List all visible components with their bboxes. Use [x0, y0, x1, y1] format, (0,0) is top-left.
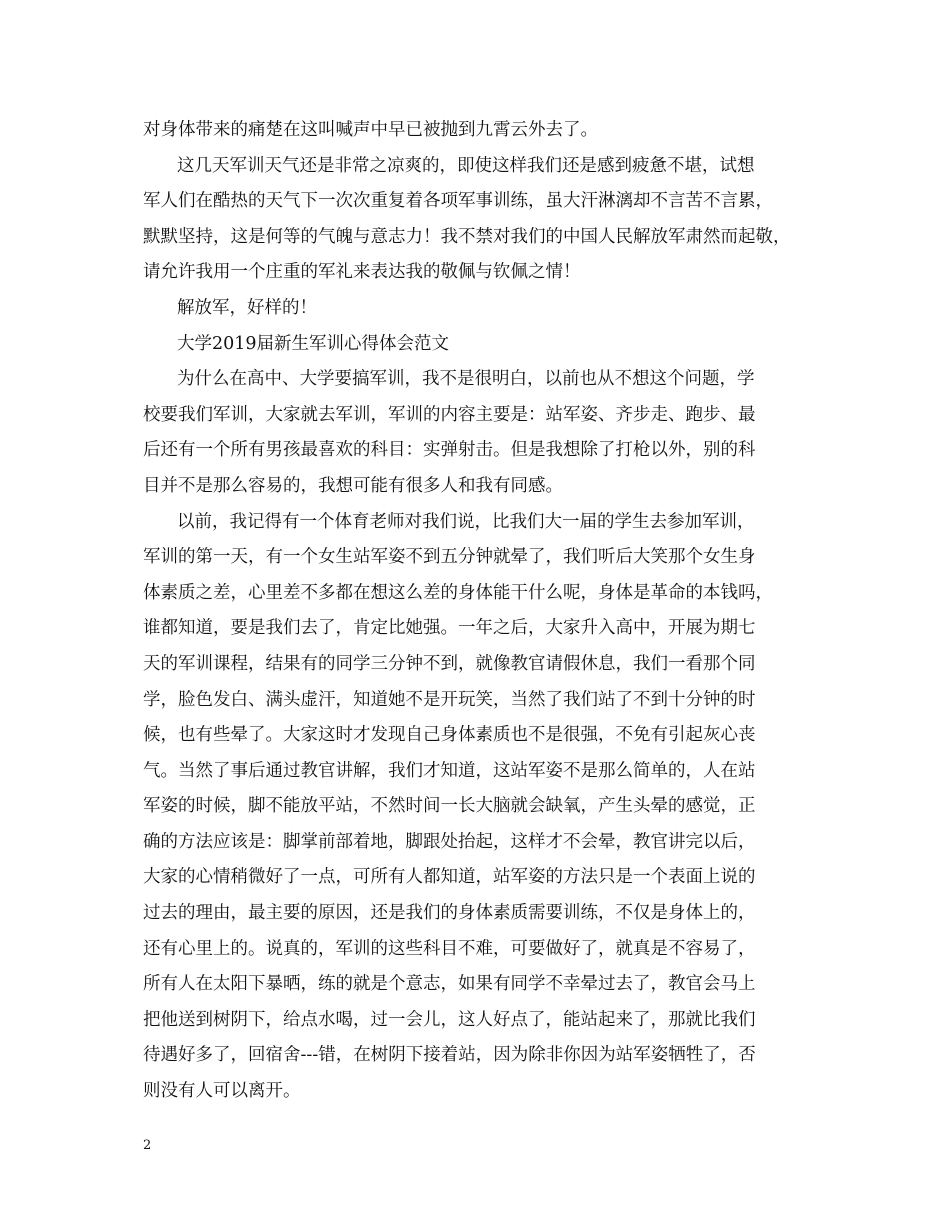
text-line: 谁都知道，要是我们去了，肯定比她强。一年之后，大家升入高中，开展为期七	[143, 618, 756, 639]
text-line: 对身体带来的痛楚在这叫喊声中早已被抛到九霄云外去了。	[143, 120, 598, 140]
text-line: 过去的理由，最主要的原因，还是我们的身体素质需要训练，不仅是身体上的，	[143, 903, 756, 924]
text-line: 所有人在太阳下暴晒，练的就是个意志，如果有同学不幸晕过去了，教官会马上	[143, 974, 756, 995]
text-line: 解放军，好样的！	[177, 297, 317, 318]
text-line: 把他送到树阴下，给点水喝，过一会儿，这人好点了，能站起来了，那就比我们	[143, 1009, 756, 1030]
paragraph	[143, 291, 811, 327]
text-line: 待遇好多了，回宿舍---错，在树阴下接着站，因为除非你因为站军姿牺牲了，否	[143, 1045, 756, 1066]
text-line: 军训的第一天，有一个女生站军姿不到五分钟就晕了，我们听后大笑那个女生身	[143, 547, 756, 568]
text-line: 大家的心情稍微好了一点，可所有人都知道，站军姿的方法只是一个表面上说的	[143, 867, 756, 888]
text-line: 气。当然了事后通过教官讲解，我们才知道，这站军姿不是那么简单的，人在站	[143, 760, 756, 781]
text-line: 后还有一个所有男孩最喜欢的科目：实弹射击。但是我想除了打枪以外，别的科	[143, 440, 756, 461]
text-line: 为什么在高中、大学要搞军训，我不是很明白，以前也从不想这个问题，学	[177, 369, 755, 390]
page-number: 2	[143, 1138, 152, 1153]
paragraph	[143, 113, 811, 149]
text-line: 还有心里上的。说真的，军训的这些科目不难，可要做好了，就真是不容易了，	[143, 938, 756, 959]
text-line: 体素质之差，心里差不多都在想这么差的身体能干什么呢，身体是革命的本钱吗，	[143, 582, 773, 603]
text-line: 学，脸色发白、满头虚汗，知道她不是开玩笑，当然了我们站了不到十分钟的时	[143, 689, 756, 710]
paragraph	[143, 505, 811, 1110]
text-line: 目并不是那么容易的，我想可能有很多人和我有同感。	[143, 475, 563, 496]
text-line: 大学2019届新生军训心得体会范文	[177, 333, 450, 354]
paragraph	[143, 327, 811, 363]
body-text	[143, 113, 811, 1110]
paragraph	[143, 362, 811, 504]
text-line: 校要我们军训，大家就去军训，军训的内容主要是：站军姿、齐步走、跑步、最	[143, 404, 756, 425]
text-line: 默默坚持，这是何等的气魄与意志力！我不禁对我们的中国人民解放军肃然而起敬，	[143, 226, 791, 247]
text-line: 这几天军训天气还是非常之凉爽的，即使这样我们还是感到疲惫不堪，试想	[177, 155, 755, 176]
text-line: 确的方法应该是：脚掌前部着地，脚跟处抬起，这样才不会晕，教官讲完以后，	[143, 831, 756, 852]
text-line: 军姿的时候，脚不能放平站，不然时间一长大脑就会缺氧，产生头晕的感觉，正	[143, 796, 756, 817]
paragraph	[143, 149, 811, 291]
text-line: 候，也有些晕了。大家这时才发现自己身体素质也不是很强，不免有引起灰心丧	[143, 725, 756, 746]
text-line: 天的军训课程，结果有的同学三分钟不到，就像教官请假休息，我们一看那个同	[143, 653, 756, 674]
text-line: 请允许我用一个庄重的军礼来表达我的敬佩与钦佩之情！	[143, 262, 581, 283]
text-line: 以前，我记得有一个体育老师对我们说，比我们大一届的学生去参加军训，	[177, 511, 755, 532]
text-line: 军人们在酷热的天气下一次次重复着各项军事训练，虽大汗淋漓却不言苦不言累，	[143, 191, 773, 212]
text-line: 则没有人可以离开。	[143, 1081, 301, 1102]
